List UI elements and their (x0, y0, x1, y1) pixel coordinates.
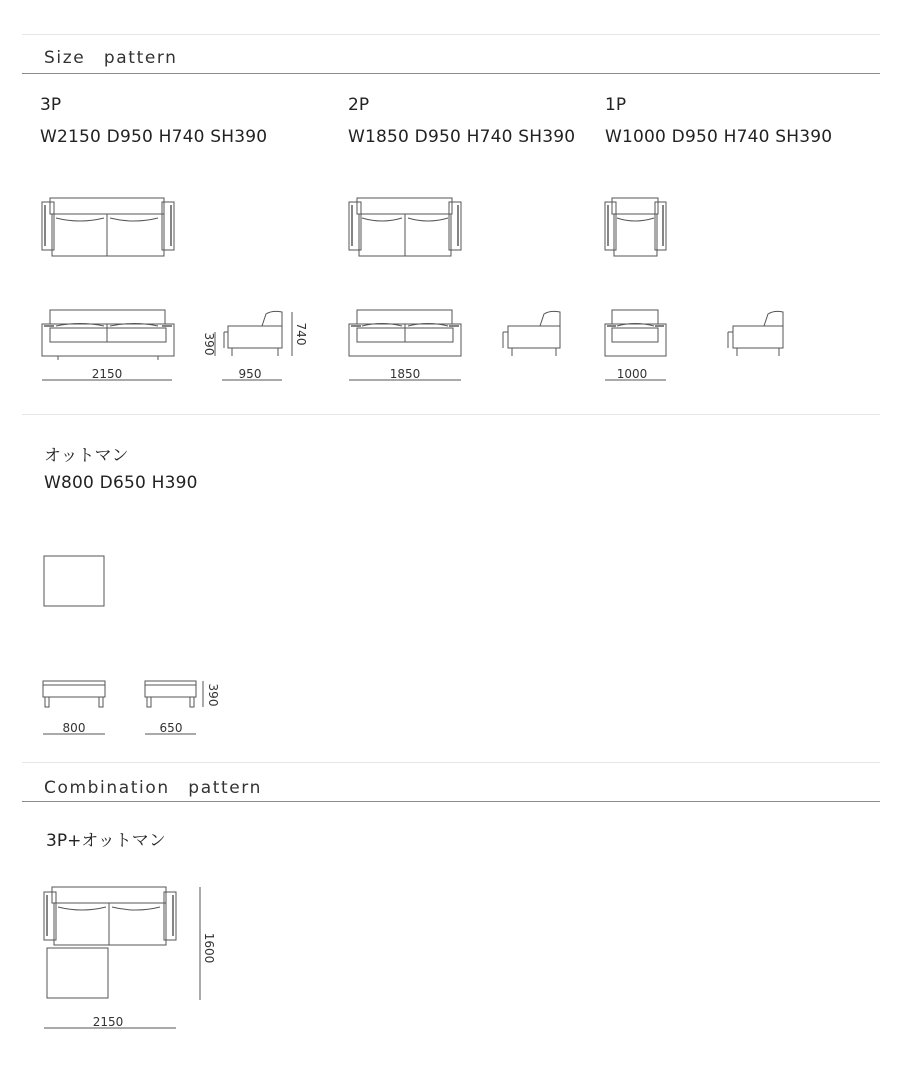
sofa-3p-front-view (42, 310, 174, 360)
ottoman-front-view (43, 681, 105, 707)
sofa-2p-side-view (503, 311, 560, 356)
sofa-1p-side-view (728, 311, 783, 356)
ottoman-spec: W800 D650 H390 (44, 473, 198, 493)
dim-3p-depth: 950 (238, 367, 262, 381)
dimension-lines (42, 312, 666, 380)
model-spec-3p: W2150 D950 H740 SH390 (40, 127, 268, 147)
dim-ottoman-height: 390 (206, 683, 220, 707)
model-name-3p: 3P (40, 95, 62, 115)
sofa-2p-top-view (349, 198, 461, 256)
model-spec-1p: W1000 D950 H740 SH390 (605, 127, 833, 147)
model-name-1p: 1P (605, 95, 627, 115)
dim-combination-width: 2150 (92, 1015, 124, 1029)
dim-combination-depth: 1600 (202, 932, 216, 964)
sofa-2p-front-view (349, 310, 461, 356)
dim-3p-width: 2150 (91, 367, 123, 381)
combination-dimension-lines (44, 887, 200, 1028)
sofa-3p-top-view (42, 198, 174, 256)
dim-3p-seat-height: 390 (202, 332, 216, 356)
sofa-1p-front-view (605, 310, 666, 356)
dim-ottoman-depth: 650 (159, 721, 183, 735)
size-pattern-title: Size pattern (44, 48, 178, 68)
dim-ottoman-width: 800 (62, 721, 86, 735)
model-spec-2p: W1850 D950 H740 SH390 (348, 127, 576, 147)
combination-top-view (44, 887, 176, 998)
dim-3p-height: 740 (294, 322, 308, 346)
dim-2p-width: 1850 (389, 367, 421, 381)
ottoman-top-view (44, 556, 104, 606)
dim-1p-width: 1000 (616, 367, 648, 381)
ottoman-side-view (145, 681, 196, 707)
sofa-3p-side-view (224, 311, 282, 356)
ottoman-name: オットマン (44, 446, 129, 466)
sofa-1p-top-view (605, 198, 666, 256)
combination-pattern-title: Combination pattern (44, 778, 262, 798)
combination-name: 3P+オットマン (46, 831, 166, 851)
model-name-2p: 2P (348, 95, 370, 115)
